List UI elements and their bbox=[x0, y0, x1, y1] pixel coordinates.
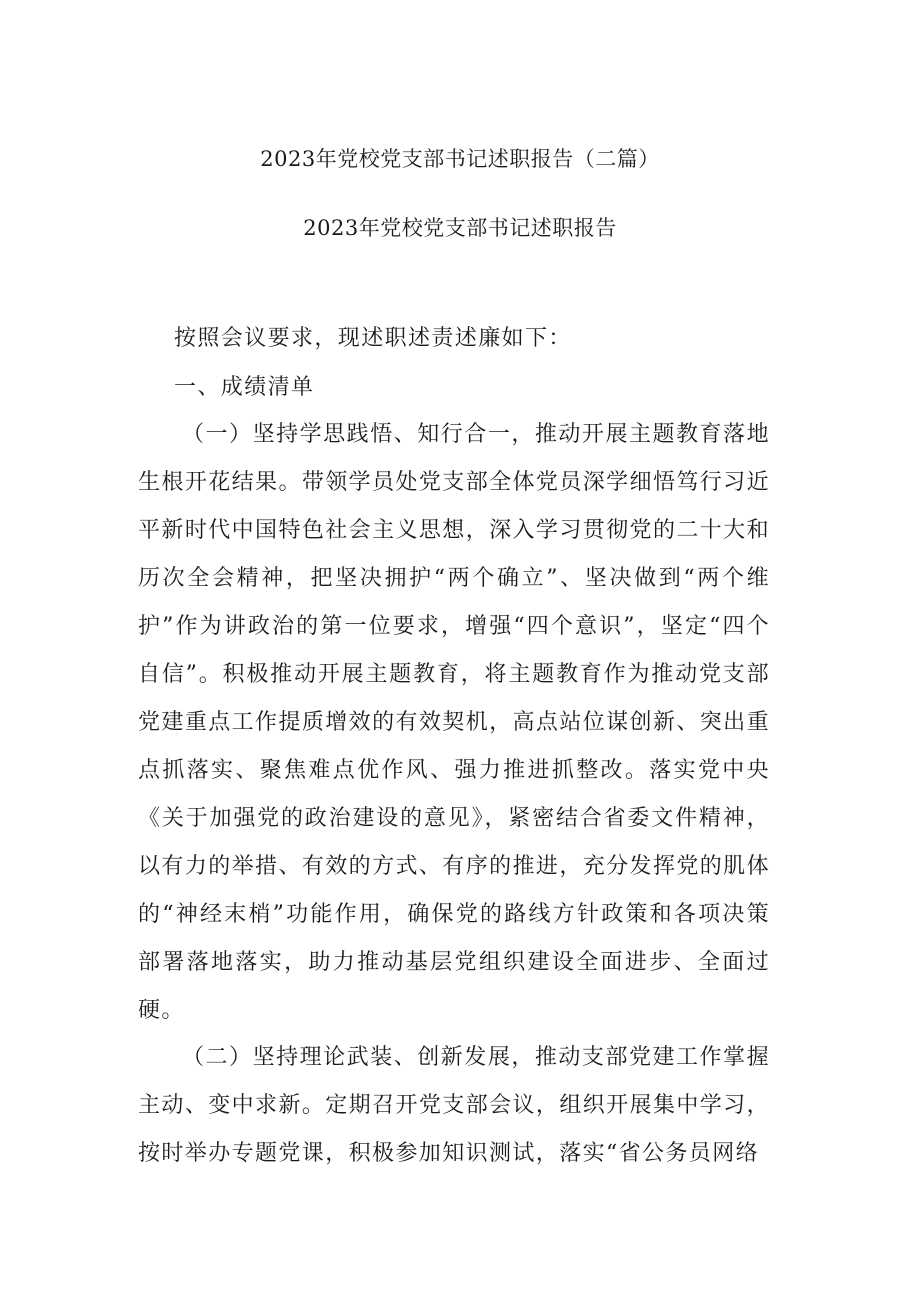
section-heading: 一、成绩清单 bbox=[174, 375, 315, 400]
paragraph-2: （二）坚持理论武装、创新发展，推动支部党建工作掌握主动、变中求新。定期召开党支部会议，组织开展集中学习，按时举办专题党课，积极参加知识测试，落实“省公务员网络 bbox=[138, 1045, 770, 1166]
opening-paragraph: 按照会议要求，现述职述责述廉如下： bbox=[174, 326, 572, 351]
document-subtitle: 2023年党校党支部书记述职报告 bbox=[303, 216, 617, 240]
document-title: 2023年党校党支部书记述职报告（二篇） bbox=[260, 147, 660, 171]
paragraph-1: （一）坚持学思践悟、知行合一，推动开展主题教育落地生根开花结果。带领学员处党支部全体党员深学细悟笃行习近平新时代中国特色社会主义思想，深入学习贯彻党的二十大和历次全会精神，把坚决拥护“两个确立”、坚决做到“两个维护”作为讲政治的第一位要求，增强“四个意识”，坚定“四个自信”。积极推动开展主题教育，将主题教育作为推动党支部党建重点工作提质增效的有效契机，高点站位谋创新、突出重点抓落实、聚焦难点优作风、强力推进抓整改。落实党中央《关于加强党的政治建设的意见》，紧密结合省委文件精神，以有力的举措、有效的方式、有序的推进，充分发挥党的肌体的“神经末梢”功能作用，确保党的路线方针政策和各项决策部署落地落实，助力推动基层党组织建设全面进步、全面过硬。 bbox=[138, 422, 770, 1023]
